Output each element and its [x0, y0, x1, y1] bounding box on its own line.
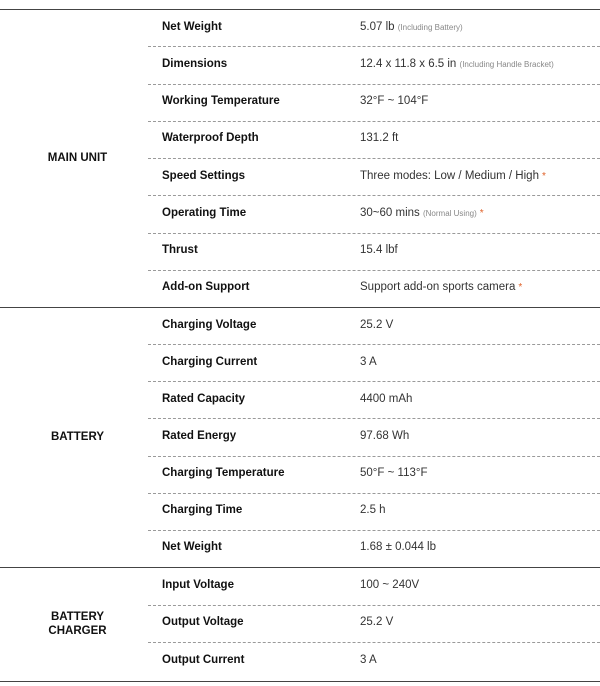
- spec-value: [360, 132, 398, 144]
- section-label: BATTERY CHARGER: [48, 610, 107, 637]
- footnote-asterisk: *: [518, 282, 523, 294]
- spec-value-text: 25.2 V: [360, 616, 394, 629]
- spec-value: [360, 654, 377, 666]
- spec-value-text: 131.2 ft: [360, 132, 399, 145]
- spec-key: Rated Capacity: [162, 392, 246, 405]
- spec-value-text: 5.07 lb: [360, 20, 395, 33]
- section-label: BATTERY: [50, 431, 105, 443]
- spec-key: Net Weight: [162, 541, 222, 554]
- spec-value: [360, 58, 554, 70]
- spec-key: Input Voltage: [162, 578, 234, 591]
- spec-value-text: 2.5 h: [360, 504, 386, 517]
- spec-key: Operating Time: [162, 206, 247, 219]
- spec-value-text: Support add-on sports camera: [360, 281, 516, 294]
- spec-note: (Normal Using): [422, 208, 477, 218]
- footnote-asterisk: *: [541, 170, 546, 182]
- spec-row: [148, 493, 600, 530]
- spec-row: [148, 46, 600, 83]
- spec-key: Output Voltage: [162, 616, 244, 629]
- spec-row: [148, 195, 600, 232]
- spec-value: [360, 541, 436, 553]
- spec-key: Output Current: [162, 654, 245, 667]
- spec-row: [148, 456, 600, 493]
- spec-value-text: 100 ~ 240V: [360, 578, 420, 591]
- spec-key: Charging Current: [162, 355, 258, 368]
- spec-key: Dimensions: [162, 57, 228, 70]
- spec-row: [148, 418, 600, 455]
- spec-row: [148, 605, 600, 643]
- spec-key: Net Weight: [162, 20, 222, 33]
- spec-value: [360, 319, 393, 331]
- spec-key: Charging Temperature: [162, 467, 285, 480]
- spec-key: Rated Energy: [162, 429, 237, 442]
- spec-note: (Including Battery): [397, 22, 463, 32]
- spec-key: Thrust: [162, 244, 198, 257]
- spec-row: [148, 567, 600, 605]
- spec-row: [148, 270, 600, 307]
- spec-value: [360, 616, 393, 628]
- spec-value-text: 3 A: [360, 654, 377, 667]
- spec-note: (Including Handle Bracket): [459, 59, 554, 69]
- spec-value: [360, 207, 484, 219]
- spec-row: [148, 9, 600, 46]
- spec-value: [360, 504, 386, 516]
- spec-value-text: 32°F ~ 104°F: [360, 95, 429, 108]
- spec-row: [148, 344, 600, 381]
- spec-value: [360, 244, 398, 256]
- spec-row: [148, 84, 600, 121]
- footnote-asterisk: *: [479, 207, 484, 219]
- spec-value-text: 50°F ~ 113°F: [360, 467, 428, 480]
- spec-row: [148, 642, 600, 680]
- spec-value: [360, 170, 546, 182]
- spec-value: [360, 281, 522, 293]
- spec-value-text: 25.2 V: [360, 318, 394, 331]
- spec-row: [148, 121, 600, 158]
- spec-key: Add-on Support: [162, 281, 250, 294]
- spec-value: [360, 467, 427, 479]
- spec-key: Charging Voltage: [162, 318, 257, 331]
- section-label: MAIN UNIT: [47, 152, 108, 164]
- spec-value-text: 1.68 ± 0.044 lb: [360, 541, 437, 554]
- spec-value: [360, 95, 428, 107]
- spec-row: [148, 381, 600, 418]
- spec-key: Speed Settings: [162, 169, 246, 182]
- spec-row: [148, 233, 600, 270]
- spec-value: [360, 579, 419, 591]
- spec-value-text: 12.4 x 11.8 x 6.5 in: [360, 57, 457, 70]
- spec-value-text: 3 A: [360, 355, 377, 368]
- spec-value: [360, 356, 377, 368]
- spec-row: [148, 530, 600, 567]
- spec-row: [148, 158, 600, 195]
- spec-key: Working Temperature: [162, 95, 280, 108]
- spec-value-text: 97.68 Wh: [360, 429, 410, 442]
- spec-value-text: Three modes: Low / Medium / High: [360, 169, 539, 182]
- spec-key: Waterproof Depth: [162, 132, 259, 145]
- spec-value-text: 30~60 mins: [360, 206, 420, 219]
- spec-value: [360, 393, 412, 405]
- spec-value-text: 15.4 lbf: [360, 244, 398, 257]
- spec-value-text: 4400 mAh: [360, 392, 413, 405]
- spec-row: [148, 307, 600, 344]
- spec-value: [360, 21, 463, 33]
- spec-value: [360, 430, 409, 442]
- spec-key: Charging Time: [162, 504, 243, 517]
